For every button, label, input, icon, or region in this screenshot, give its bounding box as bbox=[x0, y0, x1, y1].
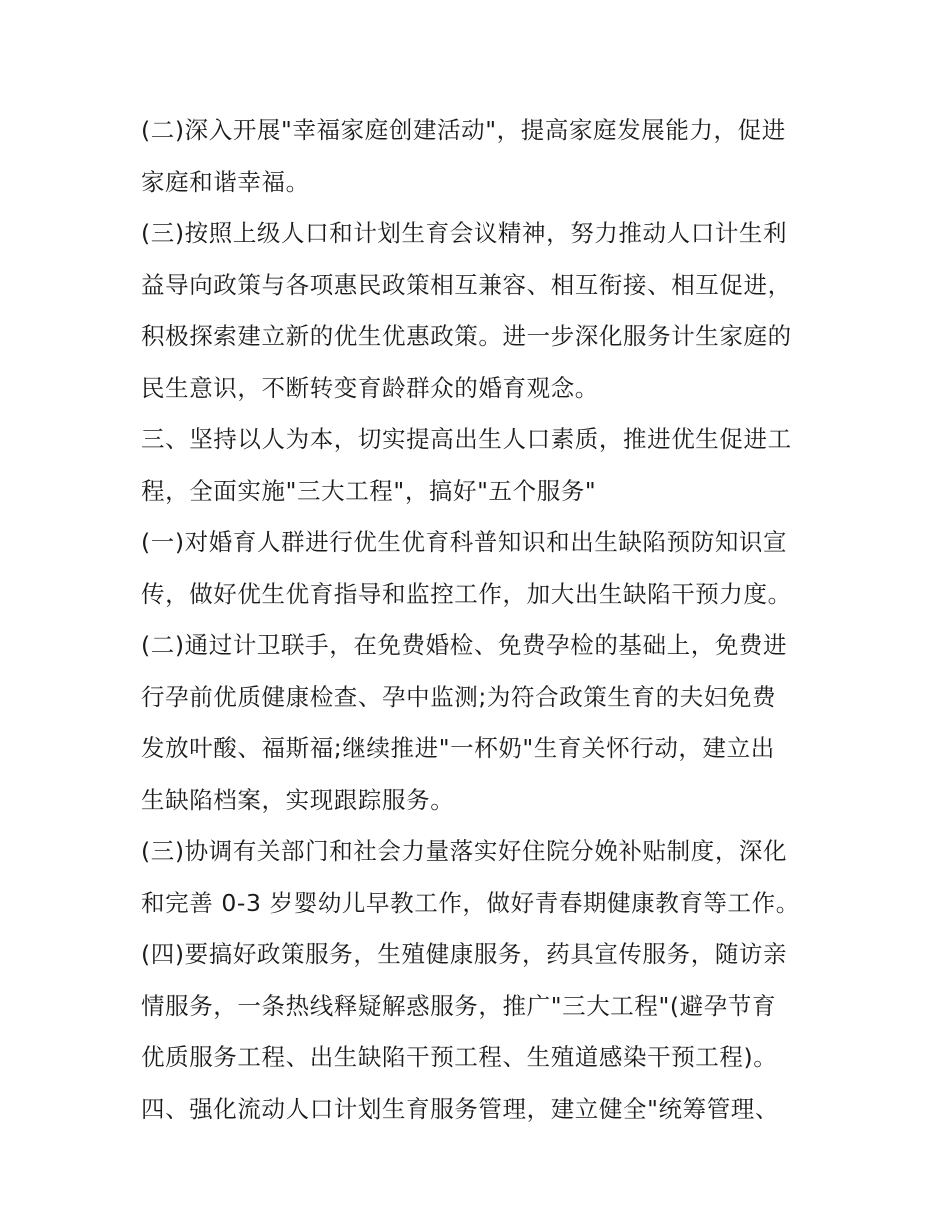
text-line: 行孕前优质健康检查、孕中监测;为符合政策生育的夫妇免费 bbox=[141, 682, 777, 711]
text-line: (一)对婚育人群进行优生优育科普知识和出生缺陷预防知识宣 bbox=[141, 528, 788, 556]
text-line: (四)要搞好政策服务，生殖健康服务，药具宣传服务，随访亲 bbox=[141, 940, 788, 968]
text-line: 程，全面实施"三大工程"，搞好"五个服务" bbox=[141, 476, 597, 505]
text-line: 民生意识，不断转变育龄群众的婚育观念。 bbox=[141, 373, 599, 402]
text-line: 四、强化流动人口计划生育服务管理，建立健全"统筹管理、 bbox=[141, 1094, 780, 1123]
text-line: (二)深入开展"幸福家庭创建活动"，提高家庭发展能力，促进 bbox=[141, 116, 786, 144]
document-body bbox=[141, 105, 821, 1135]
text-line: 发放叶酸、福斯福;继续推进"一杯奶"生育关怀行动，建立出 bbox=[141, 734, 775, 762]
text-line: 优质服务工程、出生缺陷干预工程、生殖道感染干预工程)。 bbox=[141, 1043, 778, 1071]
text-line: 生缺陷档案，实现跟踪服务。 bbox=[141, 785, 455, 814]
text-line: 情服务，一条热线释疑解惑服务，推广"三大工程"(避孕节育 bbox=[141, 991, 777, 1020]
text-line: 和完善 0-3 岁婴幼儿早教工作，做好青春期健康教育等工作。 bbox=[141, 888, 800, 917]
text-line: (三)按照上级人口和计划生育会议精神，努力推动人口计生利 bbox=[141, 219, 788, 247]
text-line: (三)协调有关部门和社会力量落实好住院分娩补贴制度，深化 bbox=[141, 837, 788, 865]
text-line: (二)通过计卫联手，在免费婚检、免费孕检的基础上，免费进 bbox=[141, 631, 788, 659]
text-line: 传，做好优生优育指导和监控工作，加大出生缺陷干预力度。 bbox=[141, 579, 792, 608]
text-line: 积极探索建立新的优生优惠政策。进一步深化服务计生家庭的 bbox=[141, 322, 792, 350]
text-line: 家庭和谐幸福。 bbox=[141, 167, 310, 196]
text-line: 三、坚持以人为本，切实提高出生人口素质，推进优生促进工 bbox=[141, 425, 792, 453]
text-line: 益导向政策与各项惠民政策相互兼容、相互衔接、相互促进， bbox=[141, 270, 792, 299]
